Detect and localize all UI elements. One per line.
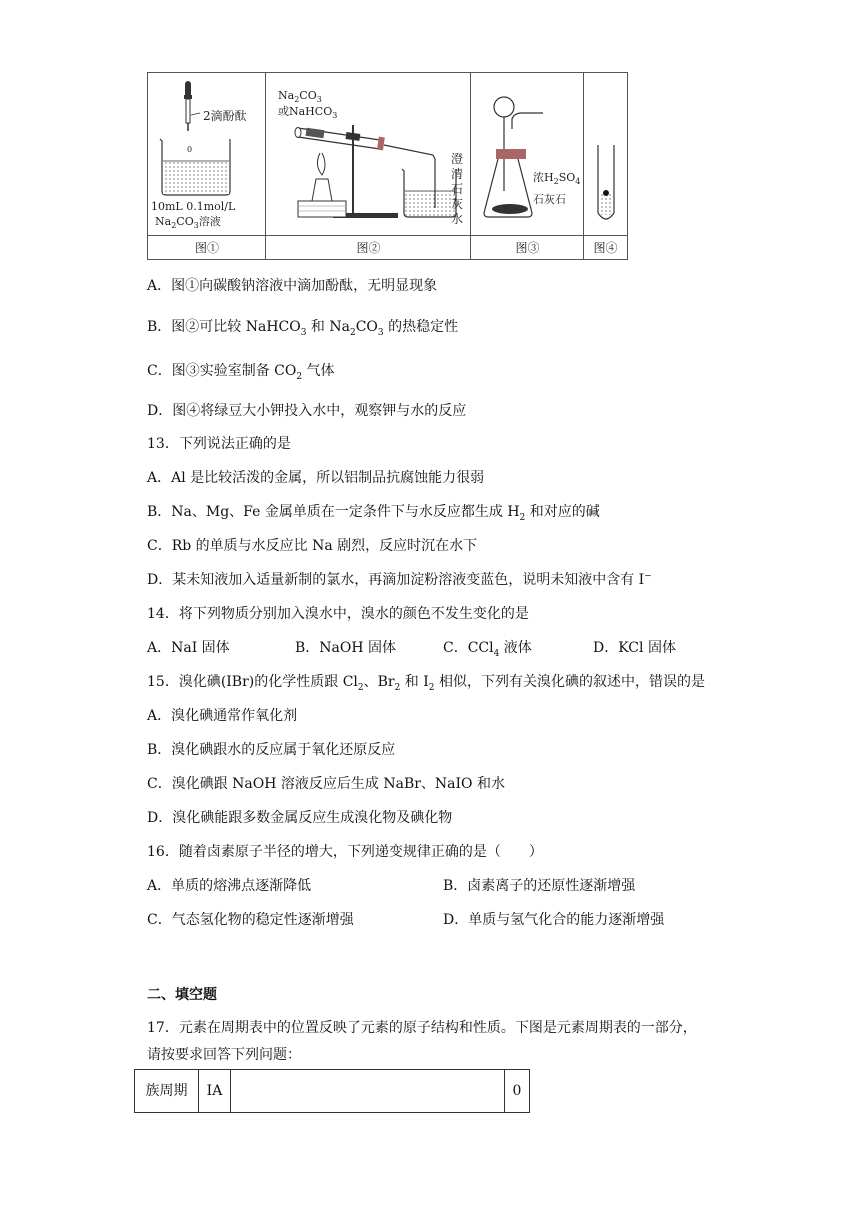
periodic-table-fragment <box>134 1069 530 1113</box>
svg-text:水: 水 <box>451 212 464 226</box>
svg-text:石: 石 <box>451 182 464 196</box>
fig1-solution-conc: 10mL 0.1mol/L <box>151 200 236 213</box>
svg-text:清: 清 <box>451 167 464 181</box>
q12-option-b: B．图②可比较 NaHCO$_3$ 和 $Na_2CO_3$ 的热稳定性 <box>147 319 459 338</box>
caption-fig4: 图④ <box>593 241 618 255</box>
fig4-test-tube-icon <box>598 145 614 219</box>
fig3-limestone-label: 石灰石 <box>533 193 566 206</box>
q17-stem-line2: 请按要求回答下列问题： <box>147 1047 301 1063</box>
experiment-figure-table <box>147 72 628 260</box>
caption-divider <box>148 235 627 236</box>
q13-option-c: C．Rb 的单质与水反应比 Na 剧烈，反应时沉在水下 <box>147 538 478 554</box>
q14-option-b: B．NaOH 固体 <box>295 640 397 656</box>
q14-option-c: C．CCl$_4$ 液体 <box>443 640 532 659</box>
fig1-beaker-icon <box>160 139 230 195</box>
q17-stem-line1: 17．元素在周期表中的位置反映了元素的原子结构和性质。下图是元素周期表的一部分， <box>147 1020 697 1036</box>
q14-option-d: D．KCl 固体 <box>593 640 676 656</box>
q13-option-d: D．某未知液加入适量新制的氯水，再滴加淀粉溶液变蓝色，说明未知液中含有 I− <box>147 571 652 588</box>
q15-option-b: B．溴化碘跟水的反应属于氧化还原反应 <box>147 742 396 758</box>
fig1-dropper-icon <box>184 81 200 131</box>
q15-stem: 15．溴化碘(IBr)的化学性质跟 $Cl_2$、$Br_2$ 和 $I_2$ 相似，下列有关溴化碘的叙述中，错误的是 <box>147 674 705 693</box>
pt-header-group-period: 族周期 <box>135 1070 199 1112</box>
caption-fig2: 图② <box>356 241 381 255</box>
fig2-reagent-label-1: $Na_2CO_3$ <box>278 89 322 104</box>
q15-option-a: A．溴化碘通常作氧化剂 <box>147 708 298 724</box>
q14-stem: 14．将下列物质分别加入溴水中，溴水的颜色不发生变化的是 <box>147 606 529 622</box>
q13-stem: 13．下列说法正确的是 <box>147 436 291 452</box>
caption-fig3: 图③ <box>515 241 540 255</box>
fig1-dropper-label: 2滴酚酞 <box>203 109 247 123</box>
q13-option-a: A．Al 是比较活泼的金属，所以铝制品抗腐蚀能力很弱 <box>147 470 485 486</box>
fig2-reagent-label-2: 或NaHCO$_3$ <box>278 105 338 120</box>
apparatus-drawings <box>148 73 627 235</box>
fig1-scale-zero: 0 <box>187 145 193 154</box>
pt-header-middle <box>231 1070 505 1112</box>
section-heading: 二、填空题 <box>147 987 217 1003</box>
q14-option-a: A．NaI 固体 <box>147 640 230 656</box>
pt-header-ia: IA <box>199 1070 231 1112</box>
fig3-acid-label: 浓$H_2SO_4$ <box>533 171 581 186</box>
caption-fig1: 图① <box>194 241 219 255</box>
q16-option-a: A．单质的熔沸点逐渐降低 <box>147 878 312 894</box>
fig1-solution-name: $Na_2CO_3$溶液 <box>155 215 221 230</box>
q16-option-b: B．卤素离子的还原性逐渐增强 <box>443 878 636 894</box>
q15-option-d: D．溴化碘能跟多数金属反应生成溴化物及碘化物 <box>147 810 453 826</box>
q13-option-b: B．Na、Mg、Fe 金属单质在一定条件下与水反应都生成 $H_2$ 和对应的碱 <box>147 504 600 523</box>
q12-option-d: D．图④将绿豆大小钾投入水中，观察钾与水的反应 <box>147 403 467 419</box>
fig2-apparatus-icon <box>295 125 456 218</box>
svg-text:灰: 灰 <box>451 197 464 211</box>
q16-option-d: D．单质与氢气化合的能力逐渐增强 <box>443 912 665 928</box>
q15-option-c: C．溴化碘跟 NaOH 溶液反应后生成 NaBr、NaIO 和水 <box>147 776 505 792</box>
fig2-limewater-label <box>451 152 463 226</box>
q16-option-c: C．气态氢化物的稳定性逐渐增强 <box>147 912 354 928</box>
q16-stem: 16．随着卤素原子半径的增大，下列递变规律正确的是（ ） <box>147 844 543 860</box>
pt-header-zero: 0 <box>512 1083 522 1099</box>
q12-option-c: C．图③实验室制备 $CO_2$ 气体 <box>147 363 335 382</box>
svg-text:澄: 澄 <box>451 152 464 166</box>
q12-option-a: A．图①向碳酸钠溶液中滴加酚酞，无明显现象 <box>147 278 438 294</box>
